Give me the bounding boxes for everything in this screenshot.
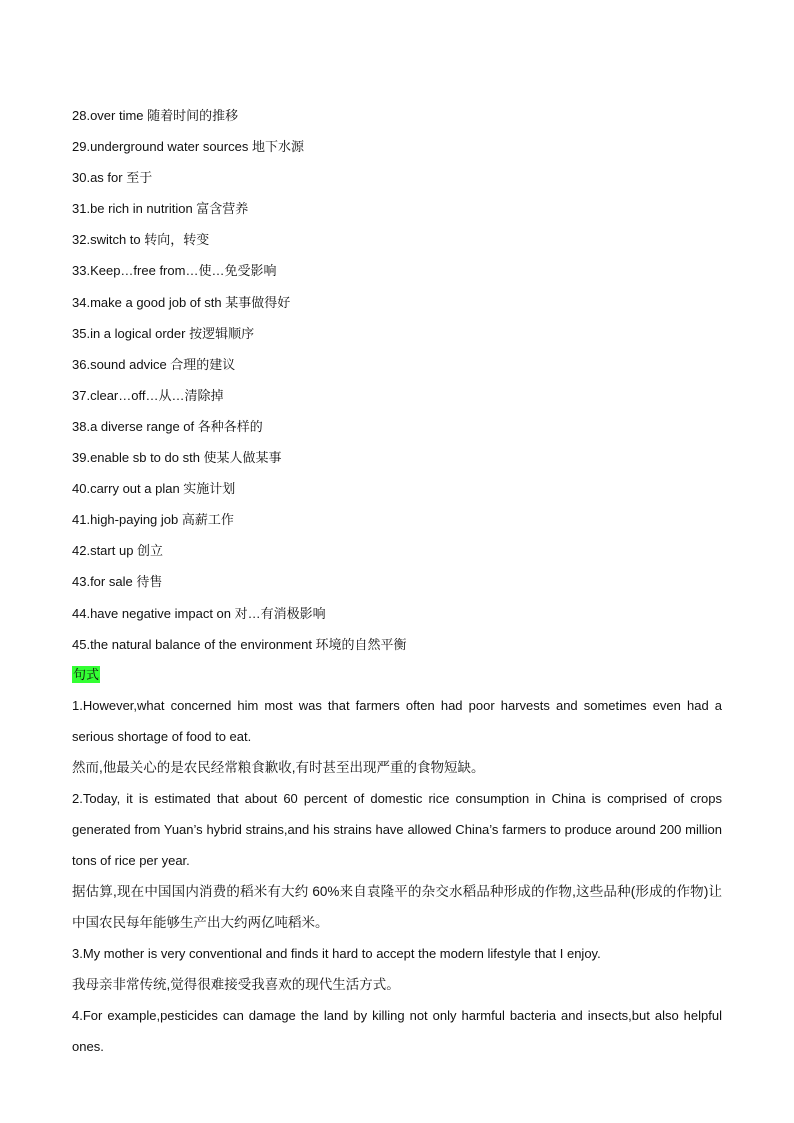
section-heading-row xyxy=(72,660,722,690)
sentence-list xyxy=(72,690,722,1062)
vocab-item: 39.enable sb to do sth 使某人做某事 xyxy=(72,450,282,466)
sentence-chinese: 我母亲非常传统,觉得很难接受我喜欢的现代生活方式。 xyxy=(72,976,400,992)
vocab-item: 28.over time 随着时间的推移 xyxy=(72,108,239,123)
vocab-item: 29.underground water sources 地下水源 xyxy=(72,139,304,155)
vocab-item: 43.for sale 待售 xyxy=(72,574,163,590)
vocab-item: 35.in a logical order 按逻辑顺序 xyxy=(72,325,255,341)
vocab-item: 34.make a good job of sth 某事做得好 xyxy=(72,294,291,310)
vocab-item: 44.have negative impact on 对…有消极影响 xyxy=(72,605,326,621)
vocab-item: 45.the natural balance of the environment 环境的自然平衡 xyxy=(72,636,407,652)
sentence-chinese: 然而,他最关心的是农民经常粮食歉收,有时甚至出现严重的食物短缺。 xyxy=(72,759,485,775)
document-page xyxy=(72,100,722,1062)
vocab-item: 30.as for 至于 xyxy=(72,170,153,186)
vocab-item: 32.switch to 转向，转变 xyxy=(72,232,210,248)
vocab-item: 41.high-paying job 高薪工作 xyxy=(72,512,234,528)
vocab-item: 36.sound advice 合理的建议 xyxy=(72,356,236,372)
sentence-english: 4.For example,pesticides can damage the land by killing not only harmful bacteria and insects,but also helpful ones. xyxy=(72,1007,722,1054)
vocab-list xyxy=(72,100,722,660)
vocab-item: 33.Keep…free from…使…免受影响 xyxy=(72,263,277,279)
sentence-english: 1.However,what concerned him most was that farmers often had poor harvests and sometimes even had a serious shortage of food to eat. xyxy=(72,697,722,744)
sentence-english: 2.Today, it is estimated that about 60 percent of domestic rice consumption in China is comprised of crops generated from Yuan’s hybrid strains,and his strains have allowed China’s farmers to produce around 200 million tons of rice per year. xyxy=(72,790,722,868)
vocab-item: 38.a diverse range of 各种各样的 xyxy=(72,418,263,434)
vocab-item: 37.clear…off…从…清除掉 xyxy=(72,387,224,403)
sentence-item xyxy=(72,690,722,783)
sentence-english: 3.My mother is very conventional and finds it hard to accept the modern lifestyle that I enjoy. xyxy=(72,945,601,961)
sentence-item xyxy=(72,938,722,1000)
vocab-item: 42.start up 创立 xyxy=(72,543,164,559)
sentence-item xyxy=(72,1000,722,1062)
section-heading-sentence-patterns: 句式 xyxy=(73,666,100,682)
vocab-item: 31.be rich in nutrition 富含营养 xyxy=(72,201,249,217)
vocab-item: 40.carry out a plan 实施计划 xyxy=(72,481,236,497)
sentence-chinese: 据估算,现在中国国内消费的稻米有大约 60%来自袁隆平的杂交水稻品种形成的作物,这些品种(形成的作物)让中国农民每年能够生产出大约两亿吨稻米。 xyxy=(72,883,722,930)
sentence-item xyxy=(72,783,722,938)
